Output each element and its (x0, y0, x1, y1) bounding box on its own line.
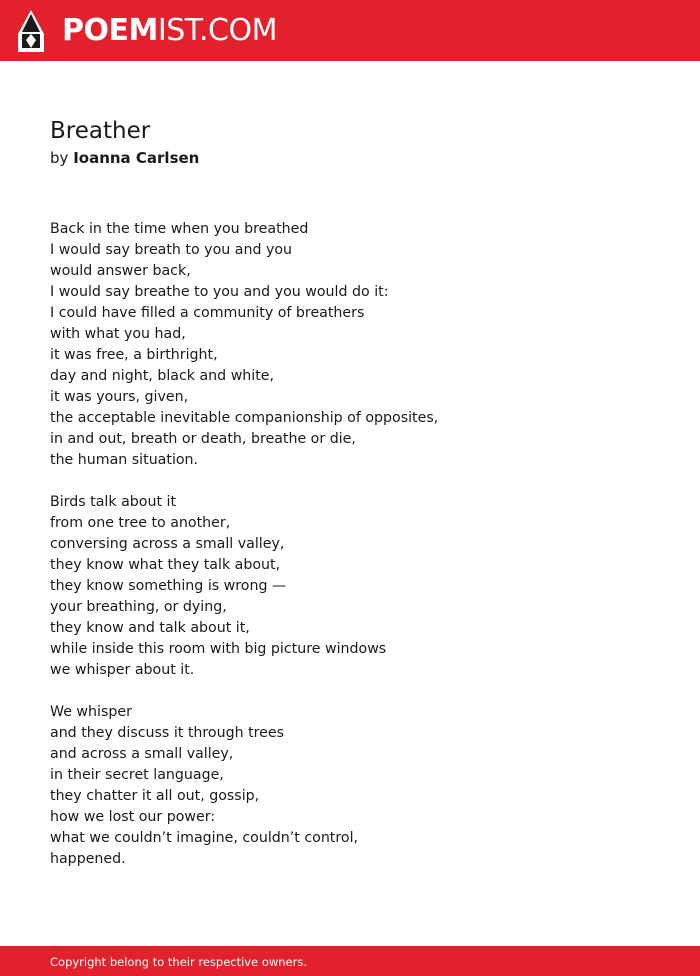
by-label: by (50, 149, 69, 167)
poem-line: with what you had, (50, 326, 186, 342)
poem-line: the acceptable inevitable companionship of opposites, (50, 410, 439, 426)
poem-line: day and night, black and white, (50, 368, 275, 384)
poem-line: it was free, a birthright, (50, 347, 218, 363)
poem-stanza (50, 492, 650, 681)
poem-line: I would say breath to you and you (50, 242, 293, 258)
poem-line: while inside this room with big picture windows (50, 641, 387, 657)
poem-line: they chatter it all out, gossip, (50, 788, 260, 804)
poem-line: they know what they talk about, (50, 557, 281, 573)
poem-author: Ioanna Carlsen (73, 149, 200, 167)
site-header (0, 0, 700, 61)
poem-line: from one tree to another, (50, 515, 231, 531)
site-logo-text[interactable] (62, 13, 277, 49)
copyright-text: Copyright belong to their respective owners. (50, 955, 308, 969)
poem-line: happened. (50, 851, 126, 867)
poem-line: Birds talk about it (50, 494, 177, 510)
poem-line: in and out, breath or death, breathe or die, (50, 431, 356, 447)
brand-light: IST.COM (157, 13, 277, 48)
pencil-tip-icon[interactable] (18, 10, 44, 52)
poem-line: and they discuss it through trees (50, 725, 285, 741)
poem-line: how we lost our power: (50, 809, 216, 825)
poem-line: it was yours, given, (50, 389, 189, 405)
brand-bold: POEM (62, 13, 158, 48)
poem-line: and across a small valley, (50, 746, 234, 762)
poem-line: I could have filled a community of breathers (50, 305, 365, 321)
poem-line: Back in the time when you breathed (50, 221, 309, 237)
poem-stanza (50, 702, 650, 870)
site-footer (0, 946, 700, 976)
poem-line: conversing across a small valley, (50, 536, 285, 552)
poem-body (50, 219, 650, 891)
poem-line: I would say breathe to you and you would do it: (50, 284, 389, 300)
poem-line: they know something is wrong — (50, 578, 287, 594)
poem-line: we whisper about it. (50, 662, 195, 678)
poem-line: they know and talk about it, (50, 620, 250, 636)
poem-line: the human situation. (50, 452, 199, 468)
poem-title: Breather (50, 118, 151, 144)
poem-byline (50, 148, 199, 168)
poem-line: your breathing, or dying, (50, 599, 227, 615)
poem-line: would answer back, (50, 263, 191, 279)
poem-line: in their secret language, (50, 767, 224, 783)
poem-line: what we couldn’t imagine, couldn’t control, (50, 830, 359, 846)
poem-stanza (50, 219, 650, 471)
poem-line: We whisper (50, 704, 132, 720)
